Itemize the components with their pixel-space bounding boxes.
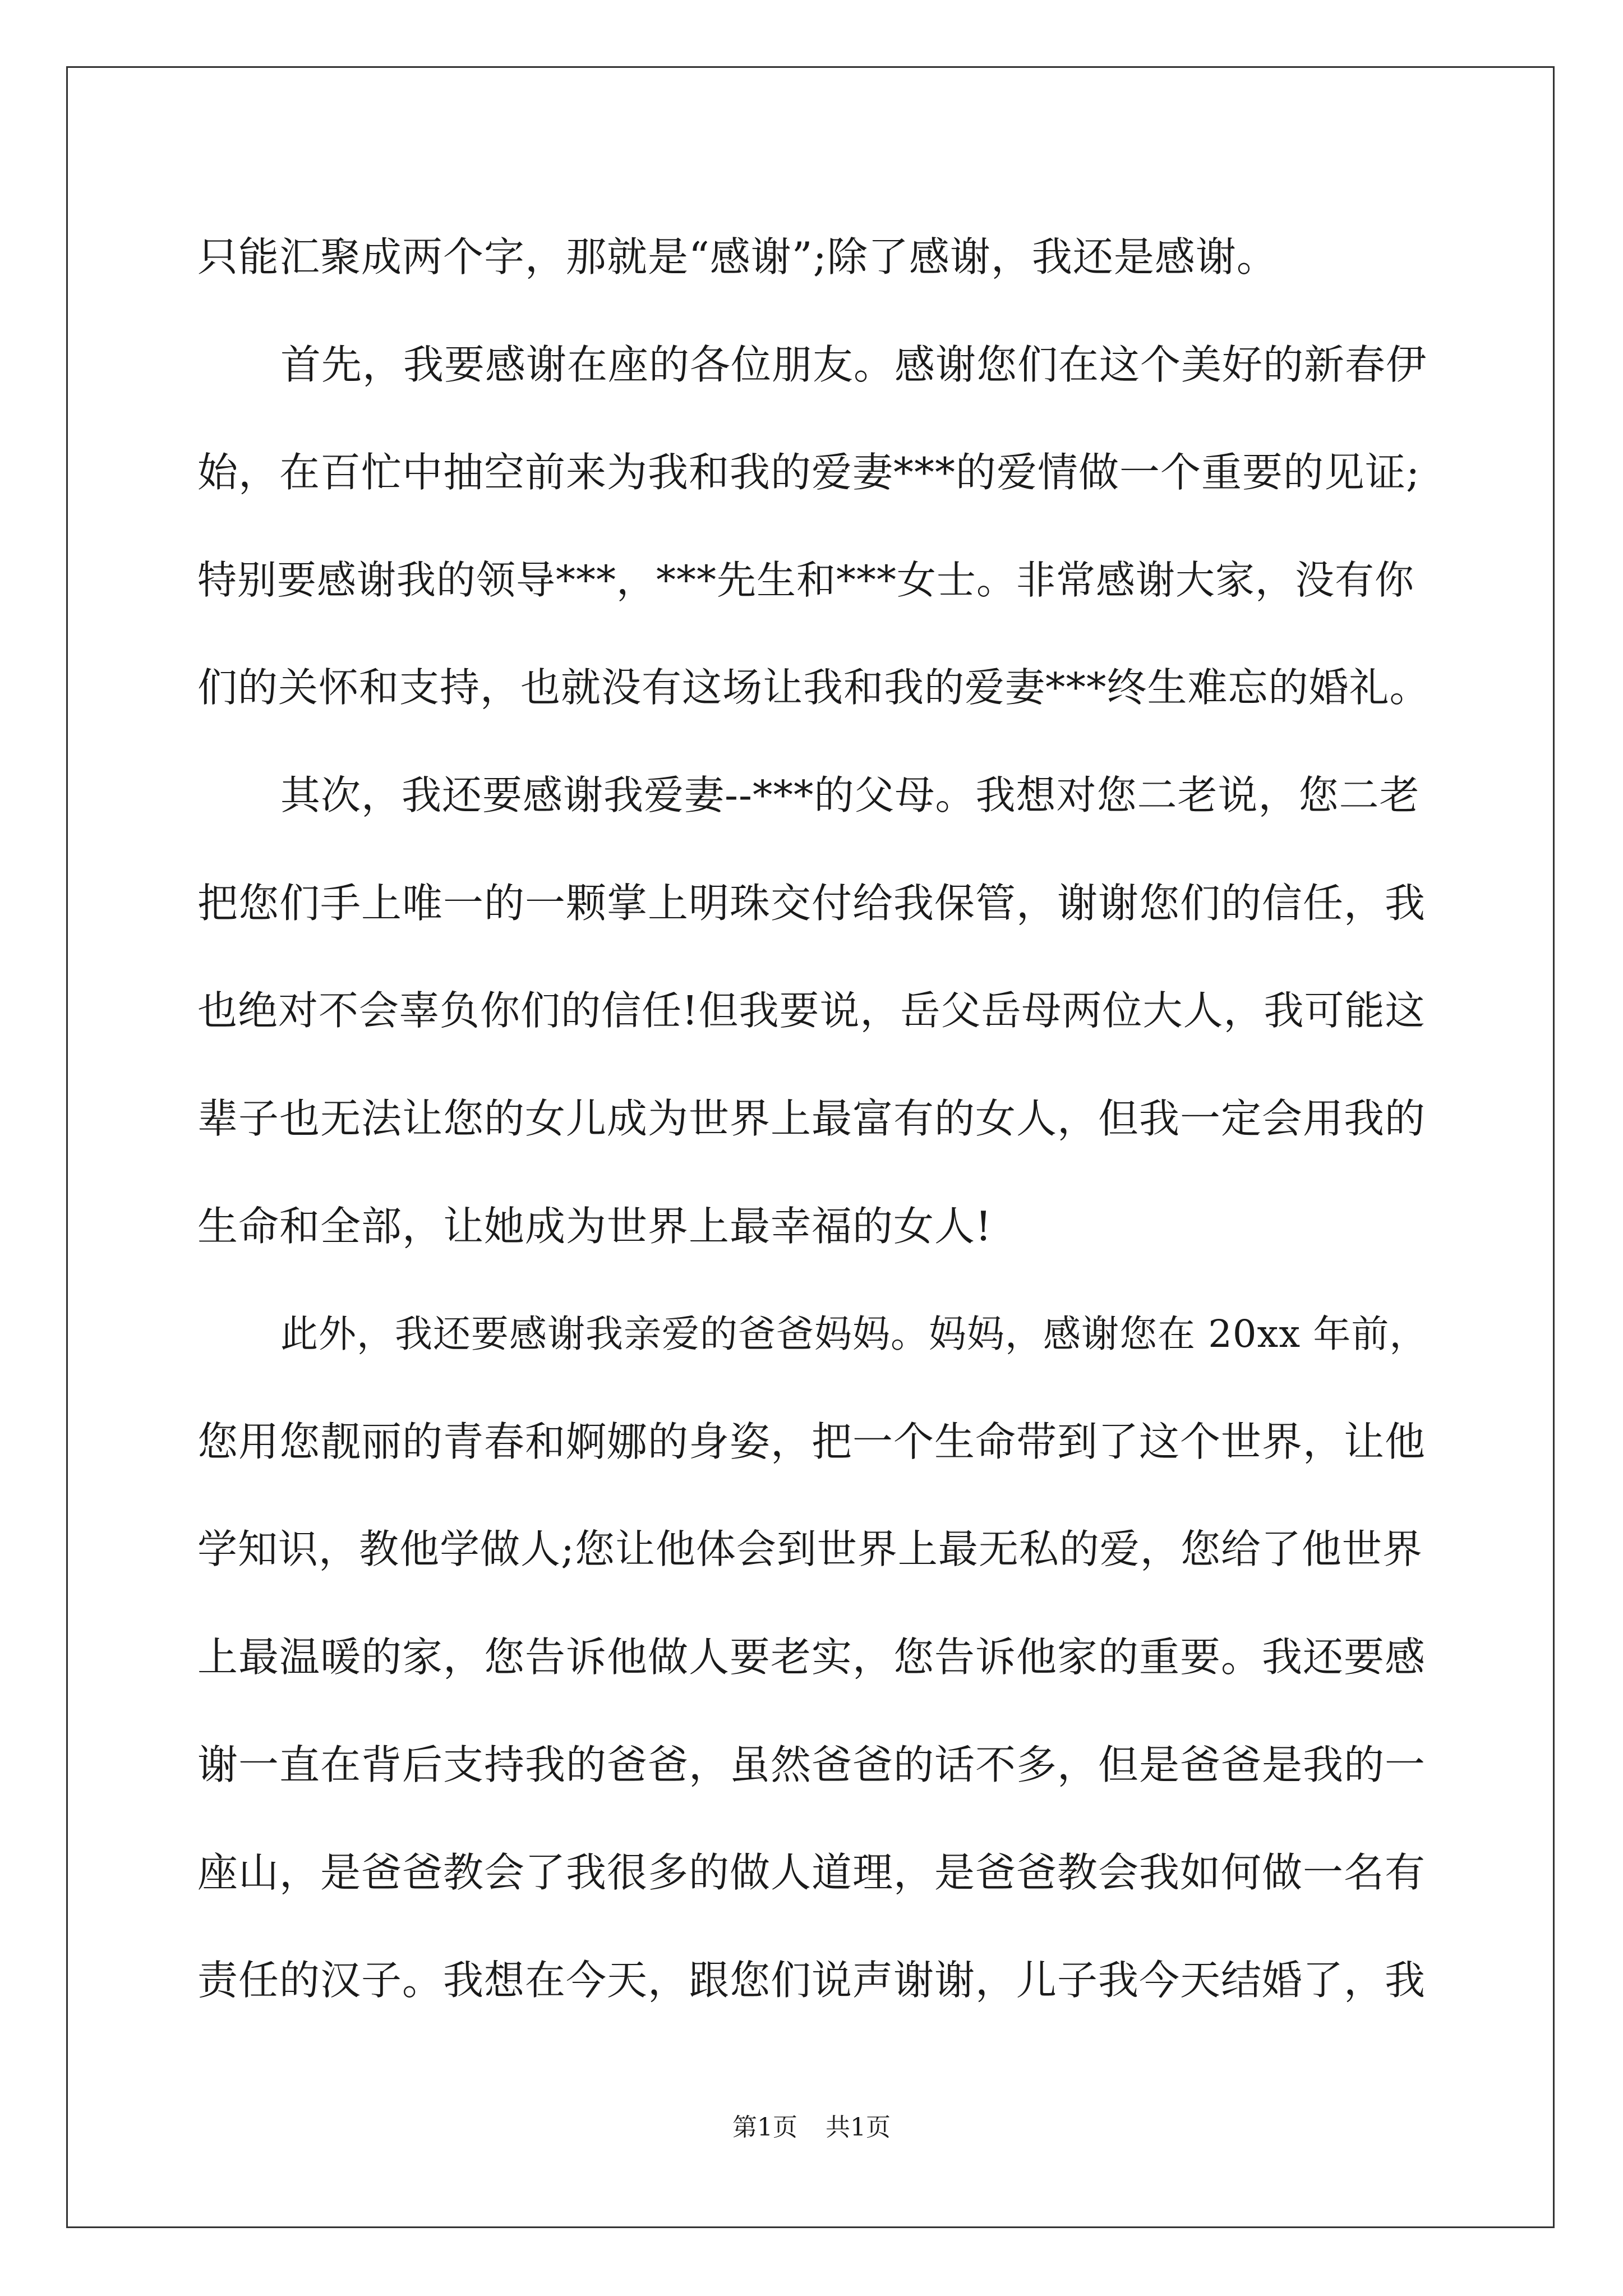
- text-line: 只能汇聚成两个字，那就是“感谢”;除了感谢，我还是感谢。: [197, 233, 1278, 280]
- text-line: 您用您靓丽的青春和婀娜的身姿，把一个生命带到了这个世界，让他: [197, 1418, 1426, 1465]
- text-line: 座山，是爸爸教会了我很多的做人道理，是爸爸教会我如何做一名有: [197, 1849, 1426, 1896]
- text-line: 特别要感谢我的领导***，***先生和***女士。非常感谢大家，没有你: [197, 557, 1414, 603]
- page-number: 第1页: [732, 2113, 797, 2142]
- page-total: 共1页: [826, 2113, 891, 2142]
- text-line: 始，在百忙中抽空前来为我和我的爱妻***的爱情做一个重要的见证;: [197, 449, 1421, 496]
- text-line: 学知识，教他学做人;您让他体会到世界上最无私的爱，您给了他世界: [197, 1526, 1423, 1572]
- text-line: 责任的汉子。我想在今天，跟您们说声谢谢，儿子我今天结婚了，我: [197, 1957, 1426, 2004]
- text-line: 辈子也无法让您的女儿成为世界上最富有的女人，但我一定会用我的: [197, 1095, 1426, 1142]
- text-line: 也绝对不会辜负你们的信任!但我要说，岳父岳母两位大人，我可能这: [197, 987, 1426, 1034]
- page-footer: [0, 2111, 1623, 2145]
- text-line: 首先，我要感谢在座的各位朋友。感谢您们在这个美好的新春伊: [280, 341, 1427, 388]
- text-line: 上最温暖的家，您告诉他做人要老实，您告诉他家的重要。我还要感: [197, 1634, 1426, 1681]
- text-line: 谢一直在背后支持我的爸爸，虽然爸爸的话不多，但是爸爸是我的一: [197, 1741, 1426, 1788]
- text-line: 其次，我还要感谢我爱妻--***的父母。我想对您二老说，您二老: [280, 772, 1420, 818]
- text-line: 们的关怀和支持，也就没有这场让我和我的爱妻***终生难忘的婚礼。: [197, 664, 1430, 711]
- document-body: [197, 203, 1431, 2034]
- text-line: 生命和全部，让她成为世界上最幸福的女人!: [197, 1203, 992, 1250]
- text-line: 把您们手上唯一的一颗掌上明珠交付给我保管，谢谢您们的信任，我: [197, 880, 1426, 927]
- text-line: 此外，我还要感谢我亲爱的爸爸妈妈。妈妈，感谢您在 20xx 年前，: [280, 1312, 1428, 1356]
